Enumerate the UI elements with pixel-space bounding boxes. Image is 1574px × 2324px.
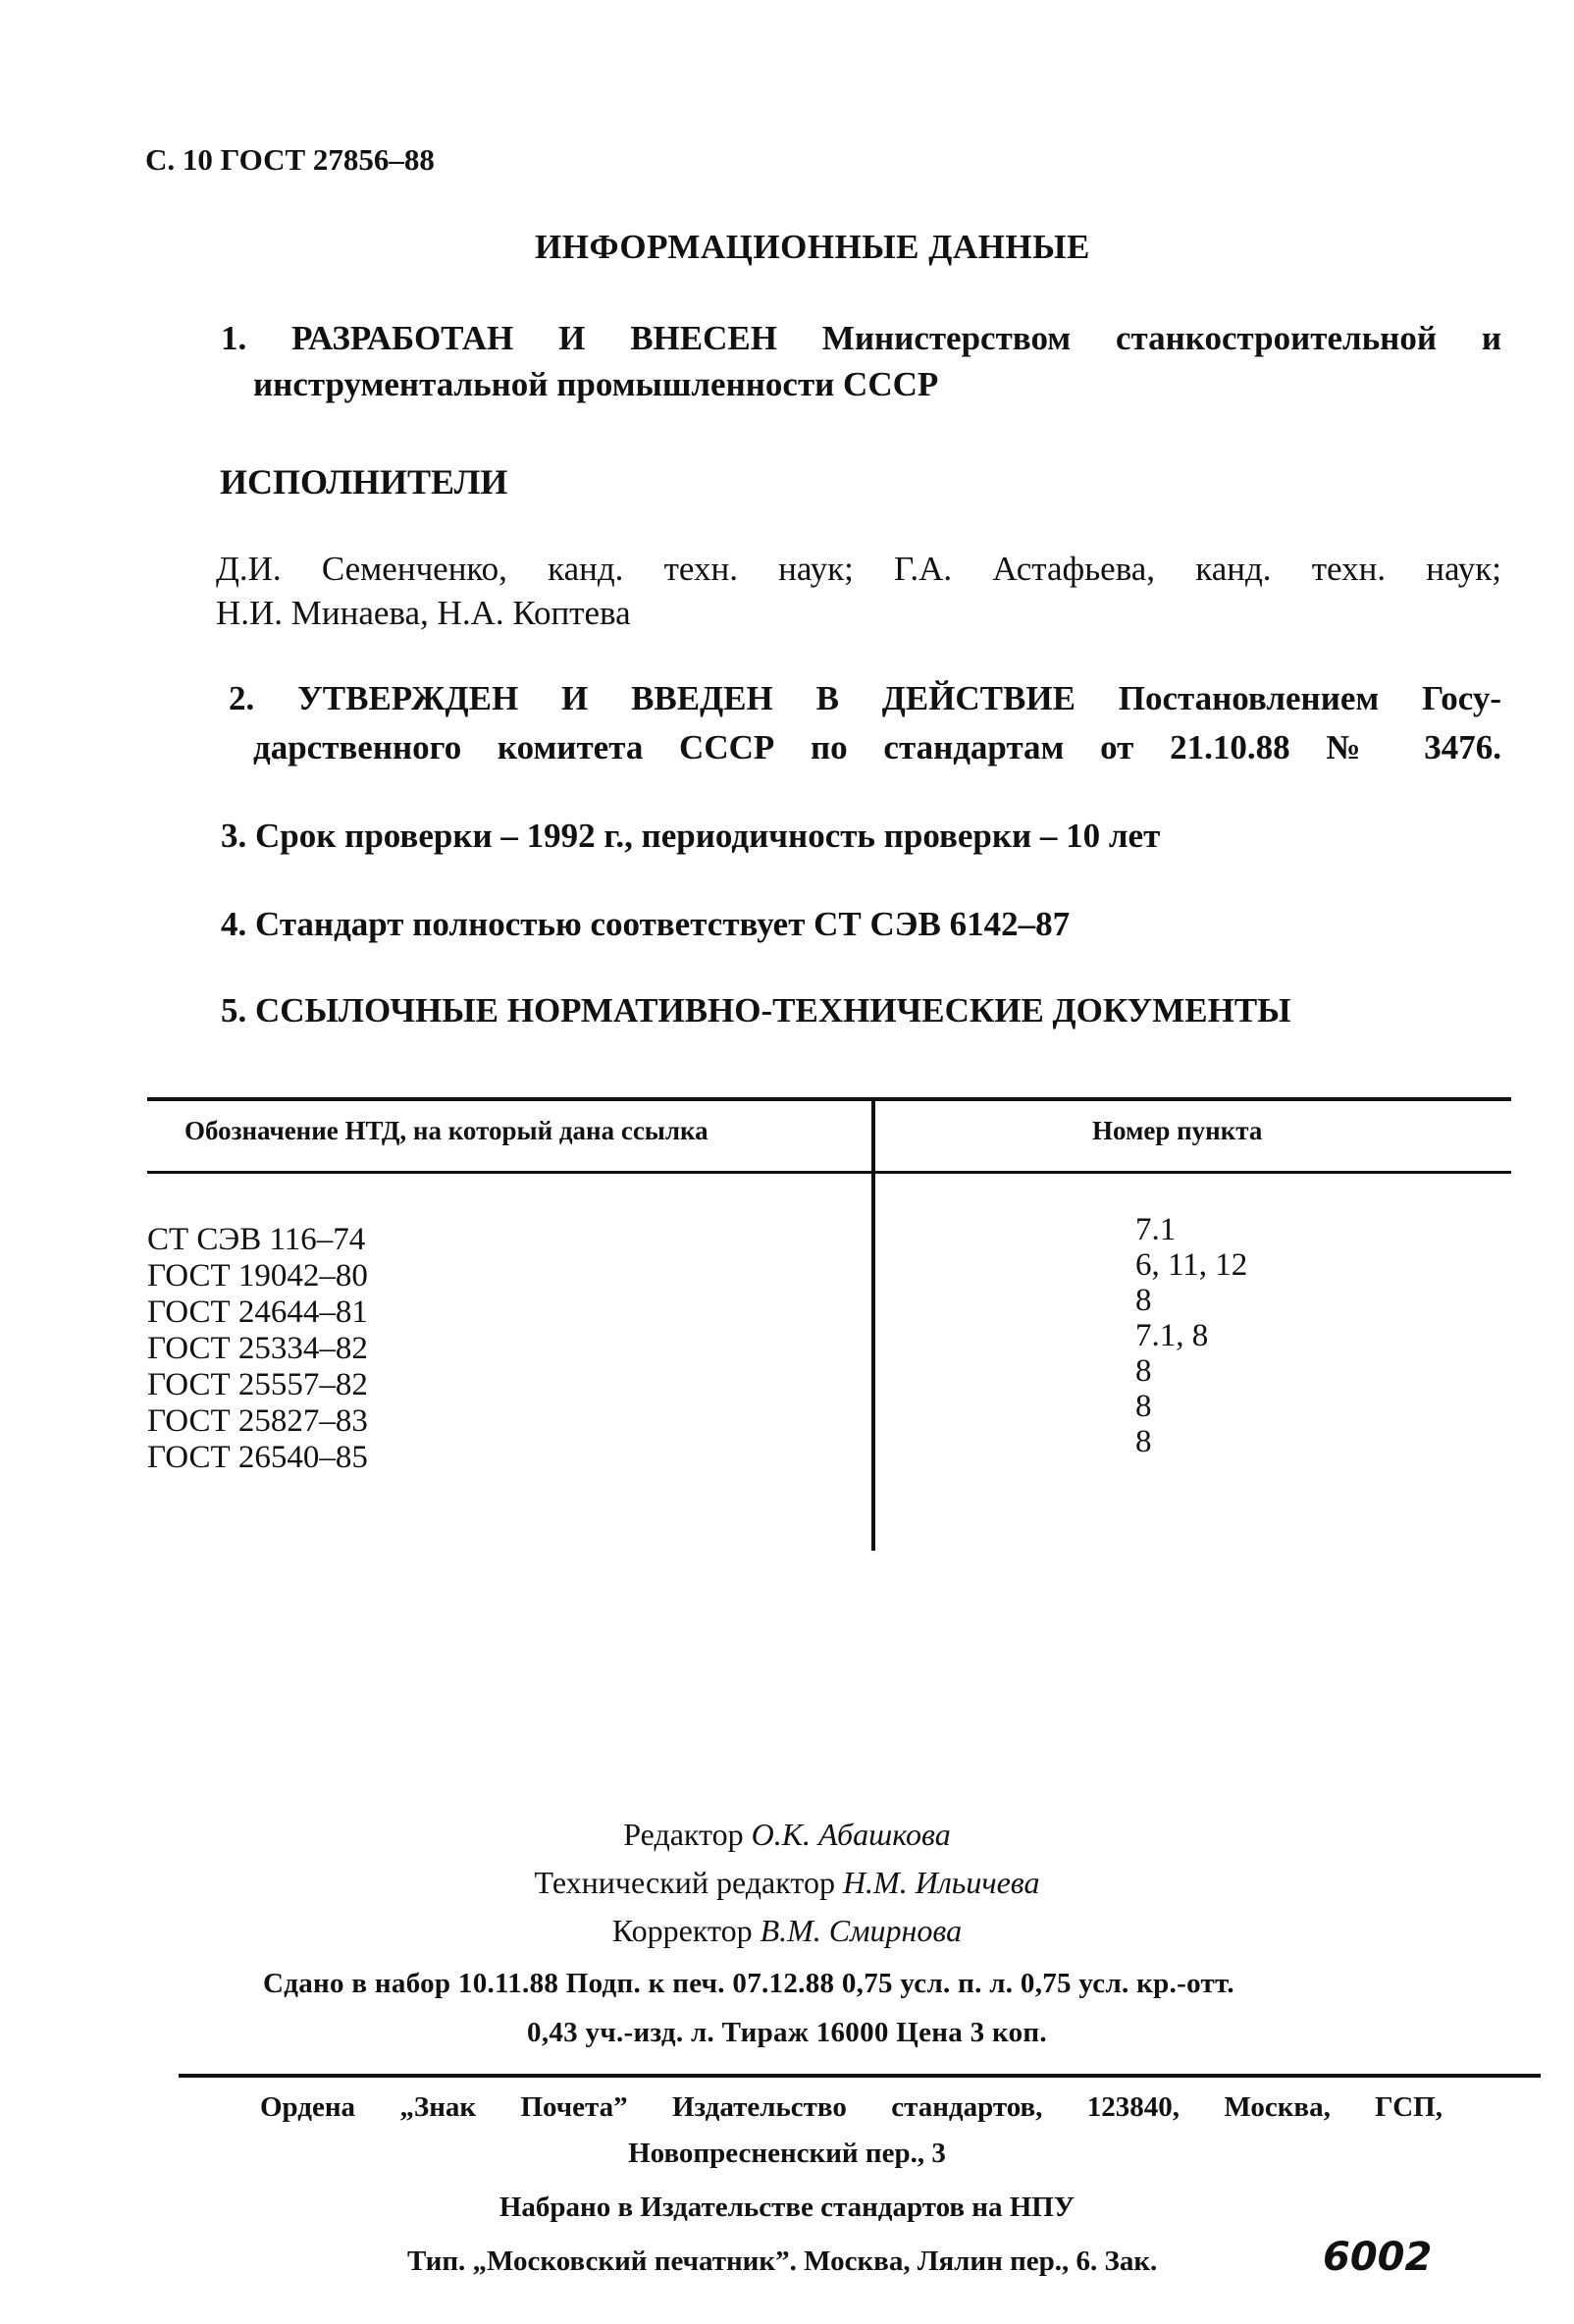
credit-name: Н.М. Ильичева (842, 1865, 1040, 1900)
imprint-line-1: Сдано в набор 10.11.88 Подп. к печ. 07.12.88 0,75 усл. п. л. 0,75 усл. кр.-отт. (263, 1968, 1234, 1999)
table-cell-ref: 8 (1135, 1389, 1152, 1424)
table-cell-ref: 7.1 (1135, 1212, 1177, 1247)
performers-heading: ИСПОЛНИТЕЛИ (220, 462, 508, 502)
table-doc-column (147, 1222, 368, 1476)
credit-name: В.М. Смирнова (760, 1913, 963, 1948)
performers-line-1: Д.И. Семенченко, канд. техн. наук; Г.А. Астафьева, канд. техн. наук; (216, 550, 1501, 588)
item-4: 4. Стандарт полностью соответствует СТ СЭВ 6142–87 (221, 905, 1071, 943)
table-header-rule (147, 1171, 1511, 1174)
publisher-line-1: Ордена „Знак Почета” Издательство стандартов, 123840, Москва, ГСП, (260, 2091, 1443, 2123)
item-5: 5. ССЫЛОЧНЫЕ НОРМАТИВНО-ТЕХНИЧЕСКИЕ ДОКУМЕНТЫ (221, 991, 1291, 1030)
table-cell-doc: СТ СЭВ 116–74 (147, 1222, 366, 1257)
typeset-info: Набрано в Издательстве стандартов на НПУ (498, 2192, 1076, 2223)
credit-role: Редактор (623, 1817, 744, 1852)
item-2-line-1: 2. УТВЕРЖДЕН И ВВЕДЕН В ДЕЙСТВИЕ Постановлением Госу- (229, 679, 1501, 717)
table-cell-ref: 8 (1135, 1424, 1152, 1459)
page-title: ИНФОРМАЦИОННЫЕ ДАННЫЕ (535, 228, 1090, 266)
publisher-line-2: Новопресненский пер., 3 (628, 2138, 946, 2169)
order-number: 6002 (1323, 2235, 1433, 2280)
item-3: 3. Срок проверки – 1992 г., периодичность проверки – 10 лет (221, 817, 1161, 855)
credit-editor (0, 1811, 1574, 1859)
printer-info: Тип. „Московский печатник”. Москва, Лялин пер., 6. Зак. (407, 2245, 1158, 2277)
performers-line-2: Н.И. Минаева, Н.А. Коптева (216, 594, 631, 632)
table-header-doc: Обозначение НТД, на который дана ссылка (184, 1116, 708, 1145)
credit-role: Корректор (611, 1913, 753, 1948)
table-cell-doc: ГОСТ 26540–85 (147, 1440, 368, 1475)
credit-tech-editor (0, 1859, 1574, 1907)
imprint-line-2: 0,43 уч.-изд. л. Тираж 16000 Цена 3 коп. (527, 2017, 1047, 2048)
credit-corrector (0, 1907, 1574, 1955)
table-cell-doc: ГОСТ 25557–82 (147, 1367, 368, 1402)
table-cell-ref: 8 (1135, 1353, 1152, 1389)
table-header-ref: Номер пункта (1092, 1116, 1263, 1145)
credit-name: О.К. Абашкова (751, 1817, 951, 1852)
table-ref-column (1135, 1212, 1247, 1459)
page-header: С. 10 ГОСТ 27856–88 (145, 142, 435, 177)
credits (0, 1811, 1574, 1955)
table-top-rule (147, 1097, 1511, 1101)
table-cell-ref: 7.1, 8 (1135, 1318, 1209, 1353)
table-cell-doc: ГОСТ 25334–82 (147, 1331, 368, 1366)
item-1-line-1: 1. РАЗРАБОТАН И ВНЕСЕН Министерством станкостроительной и (221, 319, 1501, 357)
footer-rule (179, 2074, 1541, 2078)
table-column-divider (871, 1097, 875, 1551)
table-cell-doc: ГОСТ 19042–80 (147, 1258, 368, 1294)
table-cell-doc: ГОСТ 24644–81 (147, 1294, 368, 1330)
item-2-line-2: дарственного комитета СССР по стандартам от 21.10.88 № 3476. (253, 728, 1501, 766)
credit-role: Технический редактор (534, 1865, 835, 1900)
table-cell-ref: 6, 11, 12 (1135, 1247, 1248, 1283)
item-1-line-2: инструментальной промышленности СССР (253, 365, 939, 403)
table-cell-doc: ГОСТ 25827–83 (147, 1403, 368, 1439)
table-cell-ref: 8 (1135, 1283, 1152, 1318)
